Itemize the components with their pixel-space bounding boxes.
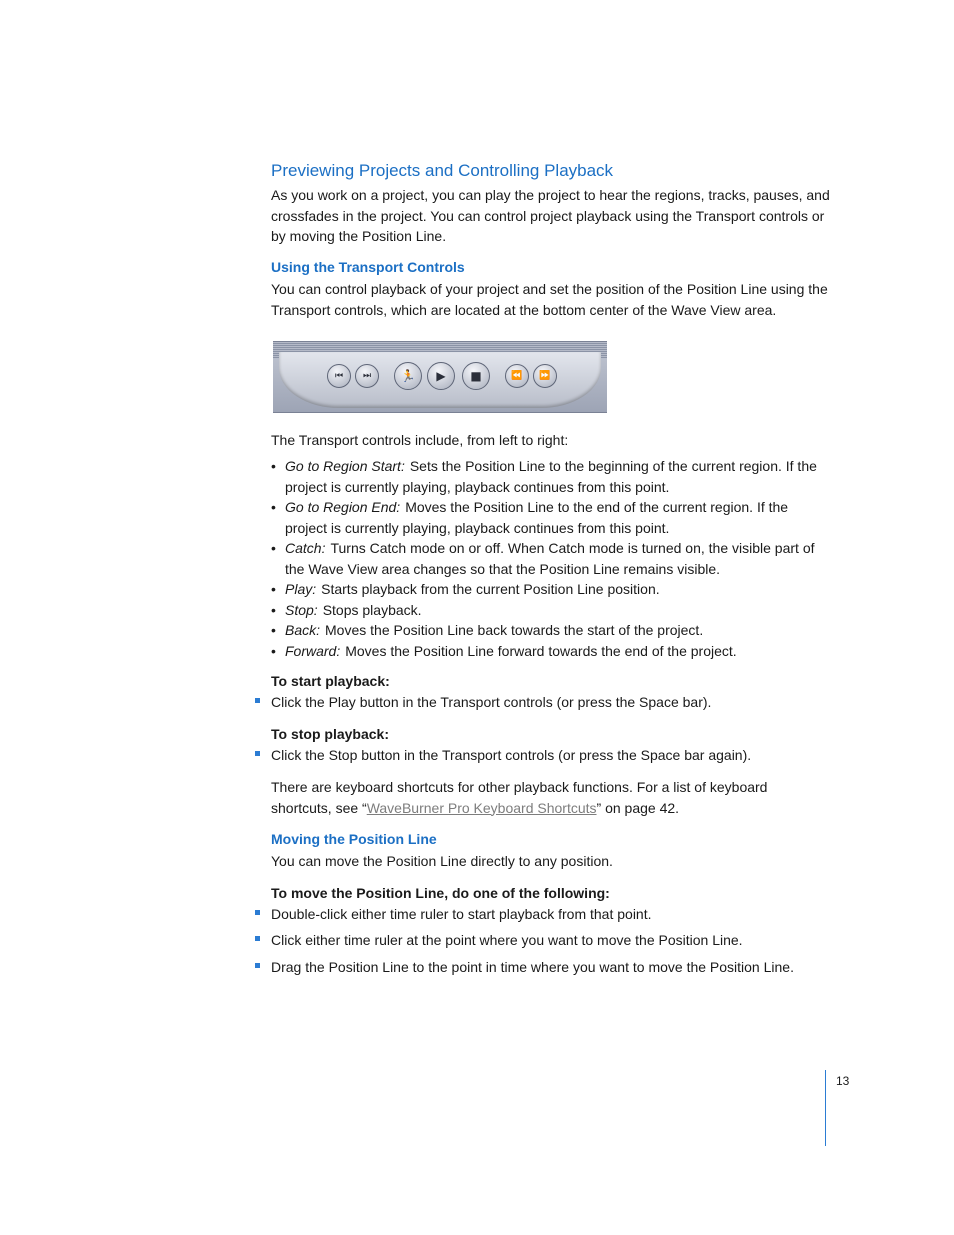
stop-playback-heading: To stop playback: xyxy=(271,726,389,742)
list-item: • Stop: Stops playback. xyxy=(271,600,831,621)
stop-playback-step: Click the Stop button in the Transport controls (or press the Space bar again). xyxy=(271,747,752,763)
list-item: • Go to Region Start: Sets the Position Line to the beginning of the current region. If the project is currently playing, playback continues from this point. xyxy=(271,456,831,497)
start-playback-step: Click the Play button in the Transport controls (or press the Space bar). xyxy=(271,694,712,710)
step-bullet-icon xyxy=(255,910,260,915)
back-icon: ⏪ xyxy=(505,364,529,388)
transport-heading: Using the Transport Controls xyxy=(271,259,465,275)
list-item: • Back: Moves the Position Line back towards the start of the project. xyxy=(271,620,831,641)
position-steps-heading: To move the Position Line, do one of the following: xyxy=(271,885,610,901)
list-item: • Go to Region End: Moves the Position Line to the end of the current region. If the project is currently playing, playback continues from this point. xyxy=(271,497,831,538)
transport-paragraph: You can control playback of your project and set the position of the Position Line using the Transport controls, which are located at the bottom center of the Wave View area. xyxy=(271,281,828,318)
transport-controls-image xyxy=(273,341,607,413)
position-step: Drag the Position Line to the point in time where you want to move the Position Line. xyxy=(271,959,794,975)
position-paragraph: You can move the Position Line directly to any position. xyxy=(271,853,613,869)
transport-controls-list xyxy=(271,456,831,661)
list-item: • Forward: Moves the Position Line forward towards the end of the project. xyxy=(271,641,831,662)
forward-icon: ⏩ xyxy=(533,364,557,388)
section-title: Previewing Projects and Controlling Playback xyxy=(271,161,614,180)
page-number: 13 xyxy=(836,1074,850,1088)
go-to-region-start-icon: ⏮ xyxy=(327,364,351,388)
position-step: Double-click either time ruler to start playback from that point. xyxy=(271,906,652,922)
list-item: • Catch: Turns Catch mode on or off. When Catch mode is turned on, the visible part of the Wave View area changes so that the Position Line remains visible. xyxy=(271,538,831,579)
play-icon: ▶ xyxy=(427,362,455,390)
list-intro: The Transport controls include, from left to right: xyxy=(271,432,569,448)
keyboard-shortcuts-link[interactable]: WaveBurner Pro Keyboard Shortcuts xyxy=(366,799,597,816)
position-step: Click either time ruler at the point where you want to move the Position Line. xyxy=(271,932,743,948)
go-to-region-end-icon: ⏭ xyxy=(355,364,379,388)
step-bullet-icon xyxy=(255,698,260,703)
start-playback-heading: To start playback: xyxy=(271,673,390,689)
step-bullet-icon xyxy=(255,963,260,968)
shortcuts-paragraph: There are keyboard shortcuts for other playback functions. For a list of keyboard shortcuts, see “WaveBurner Pro Keyboard Shortcuts” on page 42. xyxy=(271,779,768,816)
position-heading: Moving the Position Line xyxy=(271,831,437,847)
page-margin-rule xyxy=(825,1070,826,1146)
list-item: • Play: Starts playback from the current Position Line position. xyxy=(271,579,831,600)
step-bullet-icon xyxy=(255,936,260,941)
catch-icon: 🏃 xyxy=(394,362,422,390)
step-bullet-icon xyxy=(255,751,260,756)
stop-icon: ■ xyxy=(462,362,490,390)
intro-paragraph: As you work on a project, you can play the project to hear the regions, tracks, pauses, and crossfades in the project. You can control project playback using the Transport controls or by moving the Position Line. xyxy=(271,187,830,244)
